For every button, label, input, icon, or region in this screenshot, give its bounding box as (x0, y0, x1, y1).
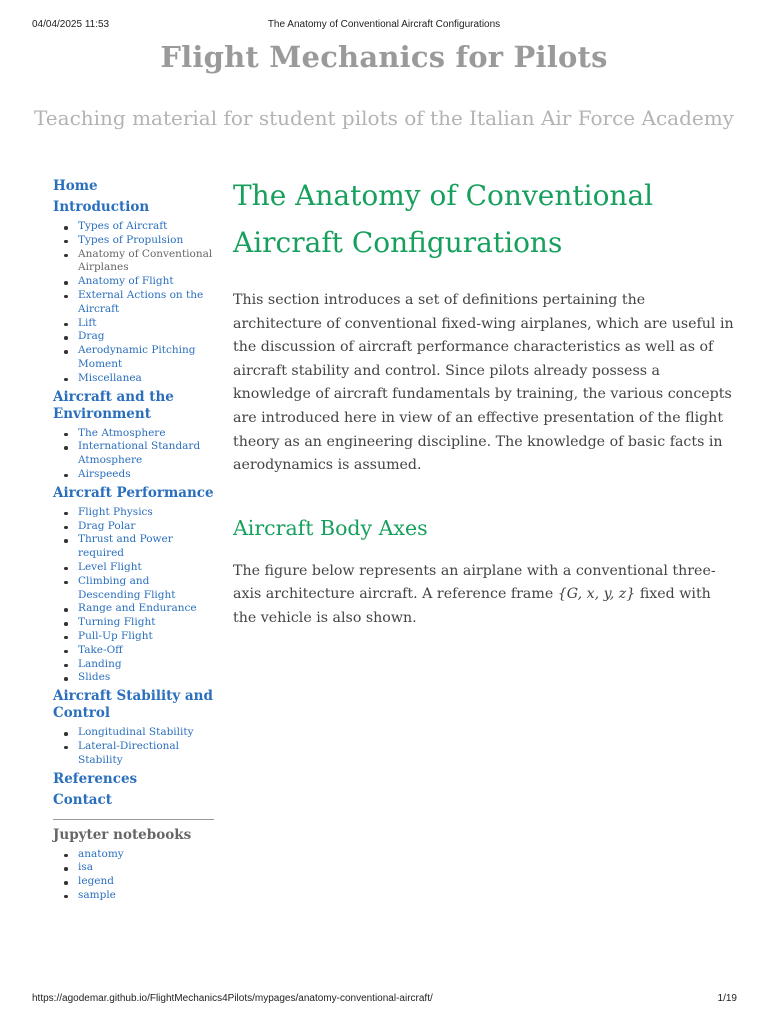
nav-item-drag-polar[interactable]: Drag Polar (62, 520, 214, 534)
nav-environment[interactable]: Aircraft and the Environment (53, 388, 174, 422)
body-axes-paragraph (233, 560, 738, 631)
notebooks-list (53, 848, 214, 903)
body-axes-text-after: fixed with the vehicle is also shown. (233, 586, 711, 626)
nav-item-anatomy-conventional-airplanes[interactable]: Anatomy of Conventional Airplanes (62, 248, 214, 276)
print-page-number: 1/19 (717, 993, 737, 1004)
nav-item-airspeeds[interactable]: Airspeeds (62, 468, 214, 482)
notebook-isa[interactable]: isa (62, 861, 214, 875)
notebooks-heading: Jupyter notebooks (53, 826, 192, 843)
section-heading-body-axes: Aircraft Body Axes (233, 515, 428, 540)
sidebar-nav (53, 178, 214, 906)
nav-item-pull-up[interactable]: Pull-Up Flight (62, 630, 214, 644)
body-axes-text-before: The figure below represents an airplane with a conventional three-axis architecture aircraft. A reference frame (233, 562, 716, 603)
main-content (233, 172, 738, 631)
nav-item-turning-flight[interactable]: Turning Flight (62, 616, 214, 630)
nav-item-atmosphere[interactable]: The Atmosphere (62, 427, 214, 441)
site-title[interactable]: Flight Mechanics for Pilots (160, 40, 608, 74)
nav-home[interactable]: Home (53, 178, 98, 194)
nav-item-lateral-directional[interactable]: Lateral-Directional Stability (62, 740, 214, 768)
page-title: The Anatomy of Conventional Aircraft Configurations (233, 179, 654, 259)
reference-frame-math: {G, x, y, z} (557, 586, 636, 603)
print-doc-title: The Anatomy of Conventional Aircraft Configurations (267, 19, 501, 30)
sidebar-divider (53, 819, 214, 820)
nav-item-climbing-descending[interactable]: Climbing and Descending Flight (62, 575, 214, 603)
print-url: https://agodemar.github.io/FlightMechanics4Pilots/mypages/anatomy-conventional-aircraft/ (32, 993, 433, 1004)
nav-item-flight-physics[interactable]: Flight Physics (62, 506, 214, 520)
notebook-sample[interactable]: sample (62, 889, 214, 903)
nav-item-level-flight[interactable]: Level Flight (62, 561, 214, 575)
nav-item-longitudinal[interactable]: Longitudinal Stability (62, 726, 214, 740)
nav-stability[interactable]: Aircraft Stability and Control (53, 688, 213, 722)
nav-contact[interactable]: Contact (53, 791, 113, 808)
nav-item-anatomy-of-flight[interactable]: Anatomy of Flight (62, 275, 214, 289)
notebook-legend[interactable]: legend (62, 875, 214, 889)
performance-list (53, 506, 214, 685)
nav-item-pitching-moment[interactable]: Aerodynamic Pitching Moment (62, 344, 214, 372)
nav-item-drag[interactable]: Drag (62, 330, 214, 344)
introduction-list (53, 220, 214, 386)
nav-item-landing[interactable]: Landing (62, 658, 214, 672)
stability-list (53, 726, 214, 767)
environment-list (53, 427, 214, 482)
nav-item-take-off[interactable]: Take-Off (62, 644, 214, 658)
nav-item-types-of-aircraft[interactable]: Types of Aircraft (62, 220, 214, 234)
site-subtitle: Teaching material for student pilots of the Italian Air Force Academy (34, 106, 734, 130)
nav-item-miscellanea[interactable]: Miscellanea (62, 372, 214, 386)
nav-item-isa[interactable]: International Standard Atmosphere (62, 440, 214, 468)
nav-item-types-of-propulsion[interactable]: Types of Propulsion (62, 234, 214, 248)
nav-item-external-actions[interactable]: External Actions on the Aircraft (62, 289, 214, 317)
nav-item-thrust-power[interactable]: Thrust and Power required (62, 533, 214, 561)
print-datetime: 04/04/2025 11:53 (32, 19, 110, 30)
nav-item-slides[interactable]: Slides (62, 671, 214, 685)
nav-performance[interactable]: Aircraft Performance (53, 484, 214, 501)
nav-item-range-endurance[interactable]: Range and Endurance (62, 602, 214, 616)
nav-introduction[interactable]: Introduction (53, 199, 150, 215)
notebook-anatomy[interactable]: anatomy (62, 848, 214, 862)
nav-item-lift[interactable]: Lift (62, 317, 214, 331)
intro-paragraph: This section introduces a set of definitions pertaining the architecture of conventional fixed-wing airplanes, which are useful in the discussion of aircraft performance characteristics as well as of aircraft stability and control. Since pilots already possess a knowledge of aircraft fundamentals by training, the various concepts are introduced here in view of an effective presentation of the flight theory as an engineering discipline. The knowledge of basic facts in aerodynamics is assumed. (233, 292, 734, 474)
nav-references[interactable]: References (53, 770, 138, 787)
